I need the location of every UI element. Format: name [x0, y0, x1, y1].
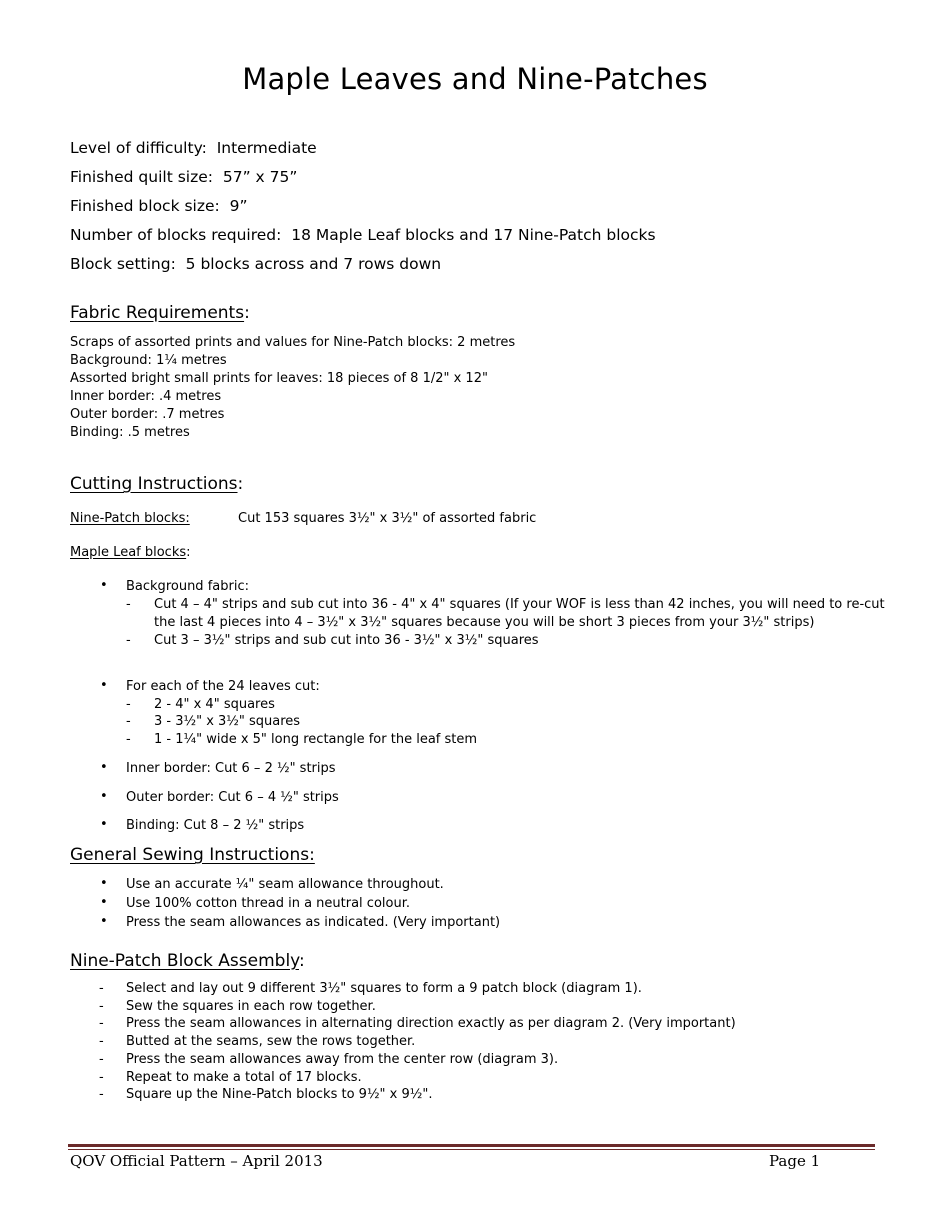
meta-quilt-size — [70, 168, 297, 186]
fabric-line: Outer border: .7 metres — [70, 407, 225, 422]
dash-icon: - — [126, 714, 131, 729]
assembly-step: Select and lay out 9 different 3½" squares to form a 9 patch block (diagram 1). — [126, 981, 642, 996]
dash-icon: - — [99, 1034, 104, 1049]
assembly-heading-text: Nine-Patch Block Assembly — [70, 951, 299, 971]
assembly-step: Square up the Nine-Patch blocks to 9½" x 9½". — [126, 1087, 433, 1102]
dash-icon: - — [126, 597, 131, 612]
meta-label: Finished quilt size: — [70, 168, 213, 186]
bullet-icon: • — [100, 895, 108, 910]
bullet-icon: • — [100, 876, 108, 891]
assembly-step: Press the seam allowances away from the center row (diagram 3). — [126, 1052, 559, 1067]
general-item: Use 100% cotton thread in a neutral colour. — [126, 896, 410, 911]
meta-block-size — [70, 197, 248, 215]
cutting-heading-text: Cutting Instructions — [70, 474, 238, 494]
cutting-heading — [70, 474, 243, 494]
meta-value: 18 Maple Leaf blocks and 17 Nine-Patch blocks — [291, 226, 656, 244]
leaves-item: 2 - 4" x 4" squares — [154, 697, 275, 712]
background-dash1-line1: Cut 4 – 4" strips and sub cut into 36 - 4" x 4" squares (If your WOF is less than 42 inches, you will need to re-cut — [154, 597, 885, 612]
ninepatch-label: Nine-Patch blocks: — [70, 511, 190, 526]
fabric-line: Binding: .5 metres — [70, 425, 190, 440]
heading-colon: : — [186, 545, 191, 560]
heading-colon: : — [237, 474, 244, 494]
fabric-line: Scraps of assorted prints and values for Nine-Patch blocks: 2 metres — [70, 335, 516, 350]
heading-colon: : — [244, 303, 250, 323]
outer-border-cut: Outer border: Cut 6 – 4 ½" strips — [126, 790, 339, 805]
bullet-icon: • — [100, 760, 108, 775]
assembly-step: Repeat to make a total of 17 blocks. — [126, 1070, 362, 1085]
footer-left: QOV Official Pattern – April 2013 — [70, 1152, 323, 1170]
meta-label: Level of difficulty: — [70, 139, 207, 157]
dash-icon: - — [99, 1016, 104, 1031]
meta-block-setting — [70, 255, 441, 273]
general-item: Press the seam allowances as indicated. (Very important) — [126, 915, 501, 930]
general-heading: General Sewing Instructions: — [70, 845, 315, 865]
maple-label — [70, 545, 191, 560]
meta-difficulty — [70, 139, 317, 157]
binding-cut: Binding: Cut 8 – 2 ½" strips — [126, 818, 305, 833]
ninepatch-cut-text: Cut 153 squares 3½" x 3½" of assorted fabric — [238, 511, 537, 526]
leaves-item: 1 - 1¼" wide x 5" long rectangle for the leaf stem — [154, 732, 478, 747]
dash-icon: - — [99, 1070, 104, 1085]
fabric-heading-text: Fabric Requirements — [70, 303, 245, 323]
maple-label-text: Maple Leaf blocks — [70, 545, 187, 560]
bullet-icon: • — [100, 789, 108, 804]
bullet-icon: • — [100, 817, 108, 832]
meta-value: Intermediate — [216, 139, 317, 157]
assembly-step: Press the seam allowances in alternating direction exactly as per diagram 2. (Very important) — [126, 1016, 736, 1031]
bullet-icon: • — [100, 678, 108, 693]
dash-icon: - — [126, 633, 131, 648]
fabric-list — [70, 334, 515, 442]
meta-blocks-required — [70, 226, 656, 244]
assembly-heading — [70, 951, 305, 971]
dash-icon: - — [126, 732, 131, 747]
general-item: Use an accurate ¼" seam allowance throughout. — [126, 877, 444, 892]
bullet-icon: • — [100, 578, 108, 593]
page-title: Maple Leaves and Nine-Patches — [242, 62, 708, 96]
background-label: Background fabric: — [126, 579, 249, 594]
fabric-line: Inner border: .4 metres — [70, 389, 222, 404]
fabric-heading — [70, 303, 250, 323]
inner-border-cut: Inner border: Cut 6 – 2 ½" strips — [126, 761, 336, 776]
meta-value: 57” x 75” — [222, 168, 298, 186]
meta-label: Finished block size: — [70, 197, 220, 215]
dash-icon: - — [99, 1087, 104, 1102]
assembly-step: Sew the squares in each row together. — [126, 999, 376, 1014]
meta-value: 5 blocks across and 7 rows down — [185, 255, 442, 273]
background-dash1-line2: the last 4 pieces into 4 – 3½" x 3½" squares because you will be short 3 pieces from your 3½" strips) — [154, 615, 815, 630]
heading-colon: : — [299, 951, 305, 971]
leaves-item: 3 - 3½" x 3½" squares — [154, 714, 301, 729]
footer-rule-thin — [68, 1149, 875, 1150]
assembly-step: Butted at the seams, sew the rows together. — [126, 1034, 416, 1049]
dash-icon: - — [126, 697, 131, 712]
fabric-line: Assorted bright small prints for leaves: 18 pieces of 8 1/2" x 12" — [70, 371, 488, 386]
fabric-line: Background: 1¼ metres — [70, 353, 227, 368]
meta-label: Number of blocks required: — [70, 226, 282, 244]
dash-icon: - — [99, 999, 104, 1014]
meta-label: Block setting: — [70, 255, 176, 273]
footer-rule — [68, 1144, 875, 1147]
leaves-label: For each of the 24 leaves cut: — [126, 679, 320, 694]
bullet-icon: • — [100, 914, 108, 929]
dash-icon: - — [99, 1052, 104, 1067]
dash-icon: - — [99, 981, 104, 996]
meta-value: 9” — [229, 197, 248, 215]
page-number: Page 1 — [769, 1152, 821, 1170]
background-dash2: Cut 3 – 3½" strips and sub cut into 36 - 3½" x 3½" squares — [154, 633, 539, 648]
